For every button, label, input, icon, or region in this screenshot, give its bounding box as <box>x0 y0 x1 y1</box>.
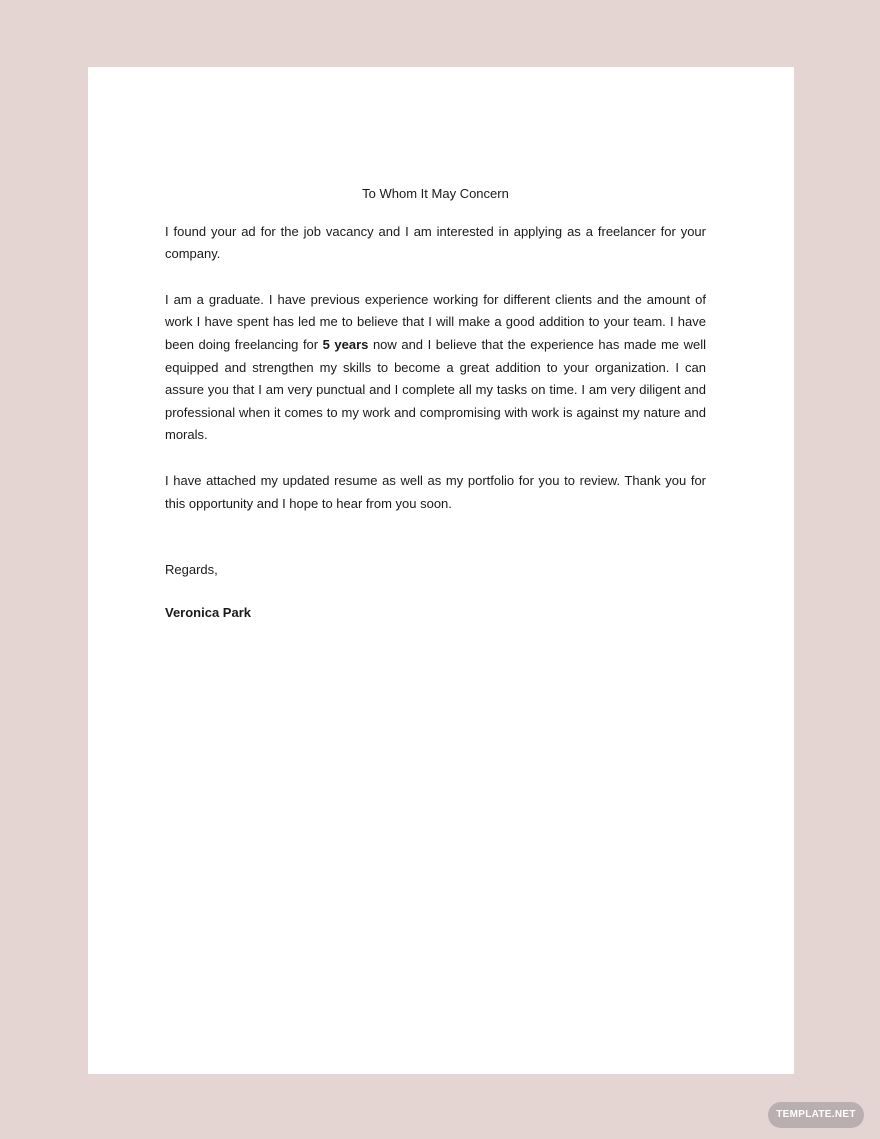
letter-paragraph-2 <box>165 289 706 447</box>
letter-salutation: To Whom It May Concern <box>362 186 509 201</box>
experience-years-highlight: 5 years <box>322 336 369 352</box>
letter-signature: Veronica Park <box>165 604 251 620</box>
letter-closing: Regards, <box>165 562 218 578</box>
letter-body <box>165 183 706 624</box>
letter-page <box>88 67 794 1074</box>
paragraph-2-text-start: I am a graduate. I have previous experience working for different clients and the amount of work I have spent has led me to believe that I will make a good addition to your team. I have been doing freelancing for <box>165 291 706 352</box>
letter-paragraph-1: I found your ad for the job vacancy and I am interested in applying as a freelancer for your company. <box>165 223 706 262</box>
template-net-watermark: TEMPLATE.NET <box>768 1102 864 1128</box>
letter-paragraph-3: I have attached my updated resume as well as my portfolio for you to review. Thank you for this opportunity and I hope to hear from you soon. <box>165 472 706 511</box>
paragraph-2-text-end: now and I believe that the experience has made me well equipped and strengthen my skills to become a great addition to your organization. I can assure you that I am very punctual and I complete all my tasks on time. I am very diligent and professional when it comes to my work and compromising with work is against my nature and morals. <box>165 336 706 443</box>
